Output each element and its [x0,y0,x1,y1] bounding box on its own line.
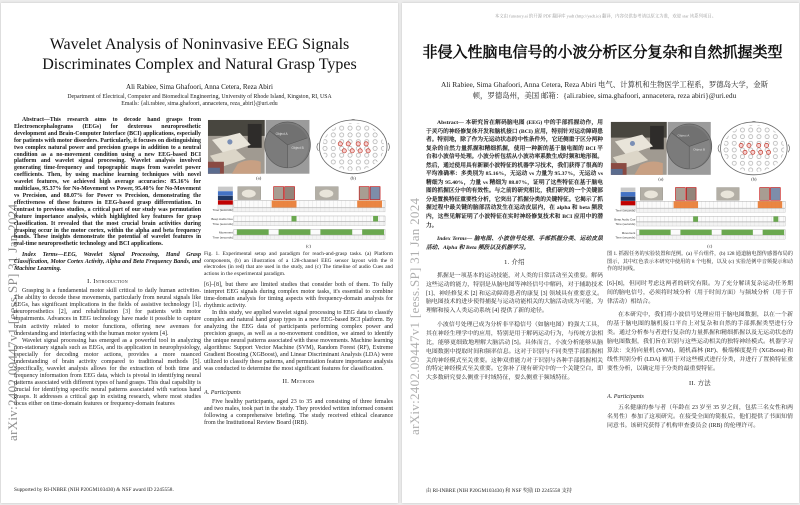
panel-c-label: (c) [305,243,311,249]
figure-1 [204,118,393,249]
chinese-column-left [426,119,603,493]
column2-paragraph-1: [6]–[8], but there are limited studies that consider both of them. To fully interpret EEG signals during complex motor tasks, it's essential to combine time-domain analysis for timing aspects with frequency-domain analysis for rhythmic activity. [204,282,393,310]
figure-1-caption: Fig. 1. Experimental setup and paradigm for reach-and-grasp tasks. (a) Platform components, (b) an illustration of a 128-channel EEG sensor layout with the 8 electrodes (in red) that are used in the study, and (c) The timeline of audio Cues and actions in the experimental paradigm. [204,251,393,277]
beep-cue-strip [211,216,385,226]
column2-paragraph-1-zh: [6]-[8]，但同时考虑这两者的研究有限。为了充分解读复杂运动任务期间的脑电信号，必须将时域分析（用于时间方面）与频域分析（用于节律活动）相结合。 [607,280,793,305]
support-footnote: Supported by RI-INBRE (NIH P20GM103430) & NSF award ID 2245558. [14,487,174,493]
panel-b-label: (b) [350,175,356,181]
movement-strip [212,229,385,239]
time-axis-label: Time (seconds) [615,222,636,227]
column2-paragraph-2-zh: 在本研究中，我们将小波信号处理应用于脑电图数据，以在一个新的基于脑电图的脑机接口平台上对复杂和自然的手部抓握类型进行分类。通过分析参与者进行复杂的力量抓握和精细抓握以及无运动状态的脑电图数据，我们旨在识别与这些运动相关的独特神经模式。机器学习算法：支持向量机 (SVM)、随机森林 (RF)、极端梯度提升 (XGBoost) 和线性判别分析 (LDA) 被用于对这些模式进行分类，并进行了置换特征重要性分析，以确定用于分类的最重要特征。 [607,312,793,372]
intro-paragraph-2-zh: 小波信号处理已成为分析非平稳信号（如脑电图）的强大工具，其在神经生理学中的应用，特别是用于解码运动行为，与传统方法相比，能够更细致地理解大脑活动 [5]。具体而言，小波分析能够从脑电图数据中提取时间和频率信息。这对于识别与不同类型手部抓握相关的神经模式至关重要。这种双重能力对于识别与各种手部抓握相关的特定神经模式至关重要。它弥补了现有研究中的一个关键空白，即大多数研究要么侧重于时域特征，要么侧重于频域特征。 [426,322,603,382]
timeline-row-legend [621,188,636,210]
movement-row-label: Movement [621,230,636,235]
translator-note: 本文由 funstory.ai 的开源 PDF 翻译库 yadt (http://yadt.io) 翻译，内容仅供参考请以原文为准，欢迎 star 该系列项目。 [494,14,717,20]
beep-row-label: Beep Audio Cue [614,217,636,222]
disc-label-object-a: Object A [275,131,288,136]
cue-strip [615,201,785,212]
abstract-paragraph-zh: Abstract— 本研究旨在解码脑电图 (EEG) 中的手部抓握动作，用于灵巧的神经修复体开发和脑机接口 (BCI) 应用，特别针对运动障碍患者。特别地，除了作为无运动状态的中性条件外，它还侧重于区分两种复杂的自然力量抓握和精细抓握，使用一种新的基于脑电图的 BCI 平台和小波信号处理。小波分析包括从小波功率系数生成时频和地形图。然后，通过使用具有新颖小波特征的机器学习技术，我们获得了很高的平均准确率：多类别为 85.16%，无运动 vs 力量为 95.37%，无运动 vs 精细为 95.40%，力量 vs 精细为 88.07%，证明了这些特征在基于脑电图的抓握区分中的有效性。与之前的研究相比，我们研究的一个关键部分是置换特征重要性分析，它突出了抓握分类的关键特征。它揭示了抓握过程中最关键的脑部活动发生在运动皮层内，在 alpha 和 beta 频段内，这些见解证明了小波特征在实时神经修复技术和 BCI 应用中的潜力。 [426,120,603,229]
time-axis-label: Time (seconds) [212,208,233,213]
movement-row-label: Movement [218,230,233,235]
grasp-disc-photo [265,120,311,174]
section-heading-introduction: I. Introduction [87,277,128,285]
english-column-right [204,117,393,491]
cue-strip [212,201,385,213]
disc-label-object-b: Object B [693,147,706,152]
beep-cue-strip [614,216,785,226]
time-axis-label: Time (seconds) [212,221,233,226]
support-footnote-zh: 由 RI-INBRE (NIH P20GM103430) 和 NSF 奖励 ID 2245558 支持 [426,488,573,494]
figure-1-caption-zh: 图 1. 抓握任务的实验装置和范例。(a) 平台组件，(b) 128 通道脑电图传感器布局的图示，其中红色表示本研究中使用的 8 个电极，以及 (c) 实验范例中音频提示和动作的时间线。 [607,251,793,273]
column2-paragraph-2: In this study, we applied wavelet signal processing to EEG data to classify complex and natural hand grasp types in a new EEG-based BCI platform. By analyzing the EEG data of participants performing complex power and precision grasps, as well as a no-movement condition, we aimed to identify the unique neural patterns associated with these movements. Machine learning algorithms: Support Vector Machine (SVM), Random Forest (RF), Extreme Gradient Boosting (XGBoost), and Linear Discriminant Analysis (LDA) were utilized to classify these patterns, and permutation feature importance analysis was conducted to determine the most significant features for classification. [204,310,393,373]
emails-line: Emails: {ali.rabiee, sima.ghafoori, annacetera, reza_abiri}@uri.edu [121,101,278,107]
figure-1-zh [607,120,793,249]
intro-paragraph-1: Grasping is a fundamental motor skill critical to daily human activities. The ability to decode these movements, particularly from neural signals like EEGs, has significant implications in the fields of assistive technology [1], neuroprosthetics [2], and rehabilitation [3] for patients with motor impairments. Advances in EEG technology have made it possible to capture brain activity related to motor functions, offering new avenues for understanding and interfacing with the human motor system [4]. [14,288,201,337]
timeline-thumbnails [238,187,380,200]
paper-title-zh: 非侵入性脑电信号的小波分析区分复杂和自然抓握类型 [422,45,783,61]
abstract-paragraph: Abstract—This research aims to decode hand grasps from Electroencephalograms (EEGs) for dexterous neuroprosthetic development and Brain-Computer Interface (BCI) applications, especially for patients with motor disorders. Particularly, it focuses on distinguishing two complex natural power and precision grasps in addition to a neutral condition as a no-movement condition using a new EEG-based BCI platform and wavelet signal processing. Wavelet analysis involved generating time-frequency and topographic maps from wavelet power coefficients. Then, by using machine learning techniques with novel wavelet features, we achieved high average accuracies: 85.16% for multiclass, 95.37% for No-Movement vs Power, 95.40% for No-Movement vs Precision, and 88.07% for Power vs Precision, demonstrating the effectiveness of these features in EEG-based grasp differentiation. In contrast to previous studies, a critical part of our study was permutation feature importance analysis, which highlighted key features for grasp classification. It revealed that the most crucial brain activities during grasping occur in the motor cortex, within the alpha and beta frequency bands. These insights demonstrate the potential of wavelet features in real-time neuroprosthetic technology and BCI applications. [14,117,201,248]
index-terms: Index Terms—EEG, Wavelet Signal Processing, Hand Grasp Classification, Motor Cortex Activity, Alpha and Beta Frequency Bands, and Machine Learning. [14,252,201,273]
time-axis-label: Time (seconds) [212,235,233,240]
index-terms-zh: Index Terms— 脑电图、小波信号处理、手部抓握分类、运动皮层活动、Alpha 和 Beta 频段以及机器学习。 [426,236,603,251]
beep-row-label: Beep Audio Cue [211,217,233,222]
panel-c-label: (c) [707,243,713,249]
participants-paragraph-zh: 五名健康的参与者（年龄在 23 岁至 35 岁之间，包括三名女性和两名男性）参加了这项研究。在接受全面的简报后，他们提供了书面知情同意书。该研究获得了机构审查委员会 (IRB) 的伦理许可。 [607,405,793,429]
subsection-participants-zh: A. Participants [607,394,644,401]
chinese-column-right [607,119,793,493]
experimental-setup-figure [204,118,393,249]
intro-paragraph-2: Wavelet signal processing has emerged as a powerful tool in analyzing non-stationary signals such as EEGs, and its application in neurophysiology, especially for decoding motor actions, provides a more nuanced understanding of brain activity compared to traditional methods [5]. Specifically, wavelet analysis allows for the extraction of both time and frequency information from EEG data, which is pivotal in identifying neural patterns associated with different types of hand grasps. This dual capability is crucial for identifying specific neural patterns associated with various hand grasps. It addresses a critical gap in existing research, where most studies focus either on time-domain features or frequency-domain features [14,337,201,407]
arxiv-watermark: arXiv:2402.09447v1 [eess.SP] 31 Jan 2024 [407,197,422,435]
section-heading-methods: II. Methods [282,378,315,386]
disc-label-object-a: Object A [677,133,690,138]
movement-strip [615,230,785,240]
panel-a-label: (a) [658,176,664,182]
panel-b-label: (b) [751,176,757,182]
panel-a-label: (a) [256,175,262,181]
setup-photo [208,120,265,174]
eeg-sensor-layout [718,121,789,174]
timeline-row-legend [218,187,233,210]
intro-paragraph-1-zh: 抓握是一项基本的运动技能，对人类的日常活动至关重要。解码这些运动的能力，特别是从脑电图等神经信号中解码，对于辅助技术 [1]、神经修复术 [2] 和运动障碍患者的康复 [3] 领域具有重要意义。脑电图技术的进步使得捕捉与运动功能相关的大脑活动成为可能，为理解和接入人类运动系统 [4] 提供了新的途径。 [426,272,603,315]
section-heading-methods-zh: II. 方法 [688,380,712,388]
timeline-diagram [614,188,785,240]
paper-title-line2: Discriminates Complex and Natural Grasp Types [42,56,357,73]
english-column-left [14,117,201,491]
paper-title [19,35,380,75]
section-heading-introduction-zh: 1. 介绍 [504,259,525,267]
setup-photo [611,122,667,175]
affiliation-line: Department of Electrical, Computer and Biomedical Engineering, University of Rhode Island, Kingston, RI, USA [67,93,332,100]
authors-line: Ali Rabiee, Sima Ghafoori, Anna Cetera, Reza Abiri [126,83,273,91]
page-chinese [402,3,799,503]
time-axis-label: Time (seconds) [615,235,636,240]
participants-paragraph: Five healthy participants, aged 23 to 35 and consisting of three females and two males, took part in the study. They provided written informed consent following a comprehensive briefing. The study received ethical clearance from the Institutional Review Board (IRB). [204,399,393,427]
authors-affiliation-zh: Ali Rabiee, Sima Ghafoori, Anna Cetera, Reza Abiri 电气、计算机和生物医学工程系，罗德岛大学，金斯顿，罗德岛州，美国 邮箱：{ali.rabiee, sima.ghafoori, annacetera, reza abiri}@uri.edu [441,80,768,101]
timeline-diagram [211,187,385,240]
paper-title-line1: Wavelet Analysis of Noninvasive EEG Signals [49,36,350,53]
subsection-participants: A. Participants [204,389,241,396]
disc-label-object-b: Object B [291,145,304,150]
grasp-disc-photo [667,122,712,175]
page-english [1,3,398,503]
eeg-sensor-layout [317,119,390,173]
arxiv-watermark: arXiv:2402.09447v1 [eess.SP] 31 Jan 2024 [5,203,20,441]
time-axis-label: Time (seconds) [615,208,636,213]
timeline-thumbnails [640,188,780,201]
experimental-setup-figure [607,120,793,249]
